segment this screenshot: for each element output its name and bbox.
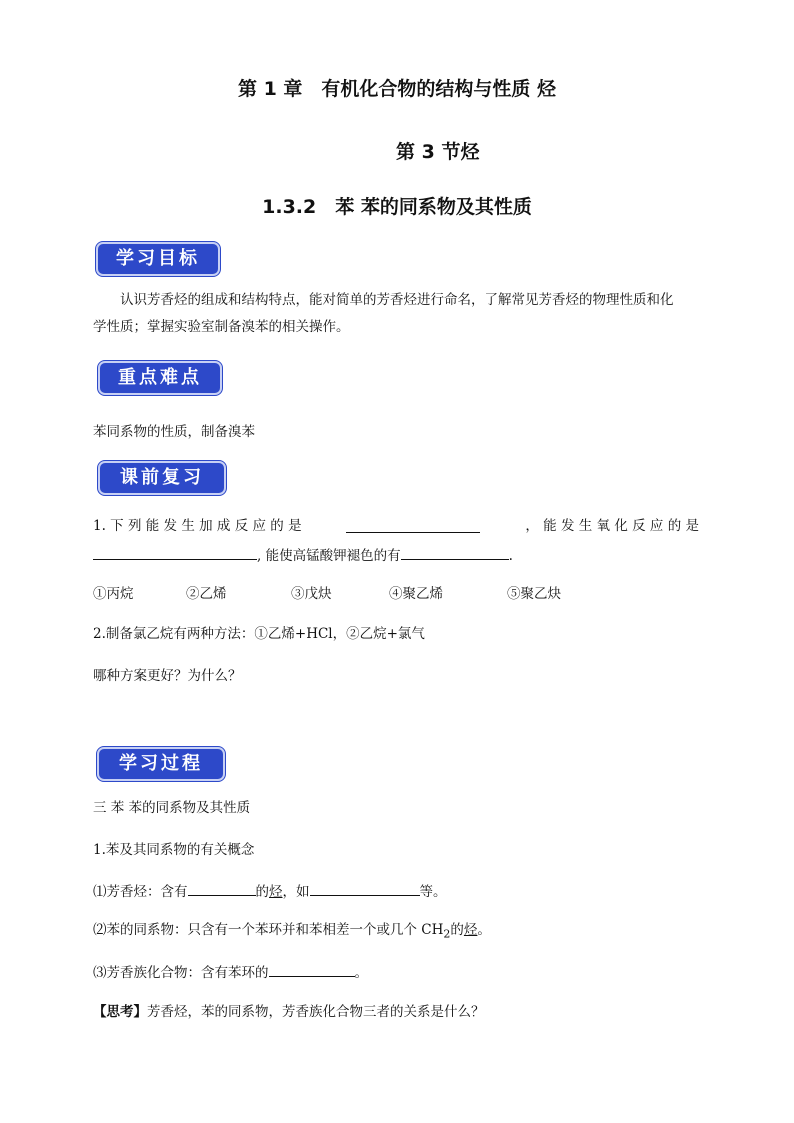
item1-c: 烃 bbox=[269, 884, 283, 900]
process-subheading: 1.苯及其同系物的有关概念 bbox=[93, 842, 255, 858]
process-heading: 三 苯 苯的同系物及其性质 bbox=[93, 800, 251, 816]
item1-a: ⑴芳香烃：含有 bbox=[93, 884, 188, 900]
item3-a: ⑶芳香族化合物：含有苯环的 bbox=[93, 965, 269, 981]
answer-blank-aromatic-contains[interactable] bbox=[188, 879, 256, 896]
goals-text-line-2: 学性质；掌握实验室制备溴苯的相关操作。 bbox=[93, 319, 350, 335]
review-question-1-line-2 bbox=[93, 543, 513, 566]
item2-a: ⑵苯的同系物：只含有一个苯环并和苯相差一个或几个 CH bbox=[93, 922, 444, 938]
answer-blank-oxidation[interactable] bbox=[93, 543, 257, 560]
think-tag: 【思考】 bbox=[93, 1004, 147, 1020]
chapter-title: 第 1 章 有机化合物的结构与性质 烃 bbox=[237, 78, 557, 100]
think-text: 芳香烃，苯的同系物，芳香族化合物三者的关系是什么？ bbox=[147, 1004, 485, 1020]
goals-text-line-1: 认识芳香烃的组成和结构特点，能对简单的芳香烃进行命名，了解常见芳香烃的物理性质和化 bbox=[120, 292, 674, 308]
learning-goals-badge: 学习目标 bbox=[96, 242, 220, 276]
item2-d: 。 bbox=[477, 922, 491, 938]
item1-d: ，如 bbox=[282, 884, 310, 900]
item2-b: 的 bbox=[450, 922, 464, 938]
learning-process-badge: 学习过程 bbox=[97, 747, 225, 781]
concept-benzene-homolog bbox=[93, 920, 491, 945]
review-question-1-line-1 bbox=[93, 516, 699, 536]
review-badge: 课前复习 bbox=[98, 461, 226, 495]
q1-part-2: ， 能 发 生 氧 化 反 应 的 是 bbox=[525, 518, 699, 534]
item2-c: 烃 bbox=[463, 922, 478, 938]
answer-blank-aromatic-example[interactable] bbox=[310, 879, 420, 896]
option-4: ④聚乙烯 bbox=[389, 586, 443, 602]
q1-end: . bbox=[508, 548, 513, 564]
option-3: ③戊炔 bbox=[291, 586, 332, 602]
item2-subscript: 2 bbox=[443, 927, 451, 941]
concept-aromatic-hydrocarbon bbox=[93, 879, 447, 902]
option-1: ①丙烷 bbox=[93, 586, 134, 602]
concept-aromatic-compound bbox=[93, 960, 368, 983]
item3-b: 。 bbox=[354, 965, 368, 981]
q1-part-3: , 能使高锰酸钾褪色的有 bbox=[257, 548, 401, 564]
item1-b: 的 bbox=[255, 884, 269, 900]
answer-blank-aromatic-compound[interactable] bbox=[269, 960, 355, 977]
key-points-text: 苯同系物的性质，制备溴苯 bbox=[93, 424, 255, 440]
think-question bbox=[93, 1002, 485, 1022]
option-5: ⑤聚乙炔 bbox=[507, 586, 561, 602]
review-question-2: 2.制备氯乙烷有两种方法：①乙烯+HCl，②乙烷+氯气 bbox=[93, 626, 425, 642]
q1-part-1: 1. 下 列 能 发 生 加 成 反 应 的 是 bbox=[93, 518, 302, 534]
answer-blank-kmno4[interactable] bbox=[401, 543, 509, 560]
section-title: 第 3 节烃 bbox=[396, 141, 480, 163]
review-question-2-ask: 哪种方案更好？为什么？ bbox=[93, 668, 242, 684]
lesson-title: 1.3.2 苯 苯的同系物及其性质 bbox=[262, 196, 532, 218]
item1-e: 等。 bbox=[419, 884, 447, 900]
option-2: ②乙烯 bbox=[186, 586, 227, 602]
answer-blank-addition[interactable] bbox=[346, 516, 480, 533]
key-points-badge: 重点难点 bbox=[98, 361, 222, 395]
